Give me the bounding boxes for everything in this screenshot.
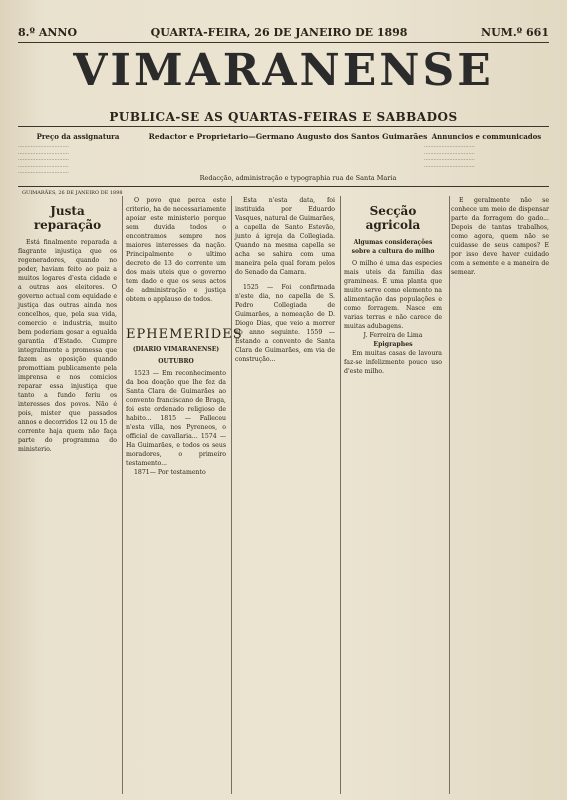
issue-number: NUM.º 661 — [481, 26, 549, 39]
subscription-title: Preço da assignatura — [36, 132, 120, 141]
top-rule — [18, 42, 549, 43]
ads-box — [424, 132, 549, 169]
agricultural-body: O milho é uma das especies mais uteis da familia das gramineas. É uma planta que muito serve como elemento na alimentação das populações e como forragem. Nasce em varias terras e não carece de muitas adubagens. — [344, 260, 442, 330]
small-dateline: GUIMARÃES, 26 DE JANEIRO DE 1898 — [22, 190, 123, 196]
column-5 — [451, 196, 549, 800]
publication-subtitle: PUBLICA-SE AS QUARTAS-FEIRAS E SABBADOS — [109, 110, 458, 124]
article-body-c2: O povo que perca este criterio, ha de necessariamente apoiar este ministerio porque sem duvida todos o encontramos sempre nos maiores interesses da nação. Principalmente o ultimo decreto de 13 do corrente um dos mais uteis que o governo tem dado e que os seus actos de administração e justiça obtem o applauso de todos. — [126, 197, 226, 303]
column-1 — [18, 196, 117, 800]
article-body-c5: E geralmente não se conhece um meio de dispensar parte da forragem do gado... Depois de tantas trabalhos, como agora, quem não se cuidasse de seus campos? E por isso deve haver cuidado com a semente e a maneira de semear. — [451, 197, 549, 276]
article-columns — [18, 196, 549, 800]
column-2 — [126, 196, 243, 800]
masthead — [18, 45, 549, 110]
ephemerides-body-c3: 1525 — Foi confirmada n'este dia, no capella de S. Pedro Collegiada de Guimarães, a nomeação de D. Diogo Dias, que veio a morrer no anno seguinte. 1559 — Estando a convento de Santa Clara de Guimarães, em via de construção... — [235, 284, 335, 363]
ephemerides-body: 1523 — Em reconhecimento da boa doação que lhe fez da Santa Clara de Guimarães ao convento franciscano de Braga, foi este ordenado religioso de habito... 1815 — Falleceu n'esta villa, nos Pyreneos, o official de cavallaria... 1574 — Ha Guimarães, e todos os seus moradores, o primeiro testamento... — [126, 370, 226, 467]
columns-top-rule — [18, 186, 549, 187]
article-body-c3: Esta n'esta data, foi instituida por Eduardo Vasques, natural de Guimarães, a capella de Santo Estevão, junto á igreja da Collegiada. Quando na mesma capella se acha se sahira com uma maneira pela qual foram pelos do Senado da Camara. — [235, 197, 335, 276]
article-body-justa: Está finalmente reparada a flagrante injustiça que os regeneradores, quando no poder, haviam feito ao paiz a muitos logares d'esta cidade e a outras aos eleitores. O governo actual com equidade e justiça das outras ainda nos concelhos, que, pela sua vida, comercio e industria, muito bem poderiam gosar a egualda garantia d'Estado. Cumpre integralmente a promessa que fazem as oposição quando promottiam publicamente pela imprensa e nos comicios reparar essa injustiça que tanto a fundo feriu os interesses dos povos. Não é pois, mister que passados annos e decorridos 12 ou 15 de corrente haja quem não faça parte do programma do ministerio. — [18, 239, 117, 453]
editor-line: Redactor e Proprietario—Germano Augusto dos Santos Guimarães — [148, 132, 428, 141]
agricultural-section-title: Secção agricola — [365, 204, 421, 232]
editorial-address: Redacção, administração e typographia rua de Santa Maria — [199, 174, 397, 182]
subscription-box — [18, 132, 138, 176]
epigraphes-body: Em muitas casas de lavoura faz-se infelizmente pouco uso d'este milho. — [344, 350, 442, 375]
ads-title: Annuncios e communicados — [431, 132, 542, 141]
top-line — [18, 26, 549, 39]
subtitle-rule — [18, 126, 549, 127]
agricultural-subtitle: Algumas considerações sobre a cultura do milho — [351, 239, 435, 255]
epigraphes-title: Epigraphes — [373, 341, 413, 348]
price-lines: ................................ ................................ ................................ ................................ ................................ — [18, 143, 69, 175]
editor-row — [18, 132, 549, 182]
column-4 — [344, 196, 442, 800]
ephemerides-footer: 1871— Por testamento — [134, 469, 206, 476]
ephemerides-month: OUTUBRO — [158, 358, 194, 365]
ephemerides-subtitle: (DIARIO VIMARANENSE) — [132, 346, 220, 353]
newspaper-title: VIMARANENSE — [73, 45, 494, 96]
agricultural-signature: J. Ferreira de Lima — [363, 332, 423, 339]
column-3 — [235, 196, 335, 800]
ads-lines: ................................ ................................ ................................ ................................ — [424, 143, 475, 169]
ephemerides-title: EPHEMERIDES — [126, 327, 243, 342]
year-label: 8.º ANNO — [18, 26, 78, 39]
date-label: QUARTA-FEIRA, 26 DE JANEIRO DE 1898 — [150, 26, 408, 39]
article-title-justa: Justa reparação — [33, 204, 102, 232]
